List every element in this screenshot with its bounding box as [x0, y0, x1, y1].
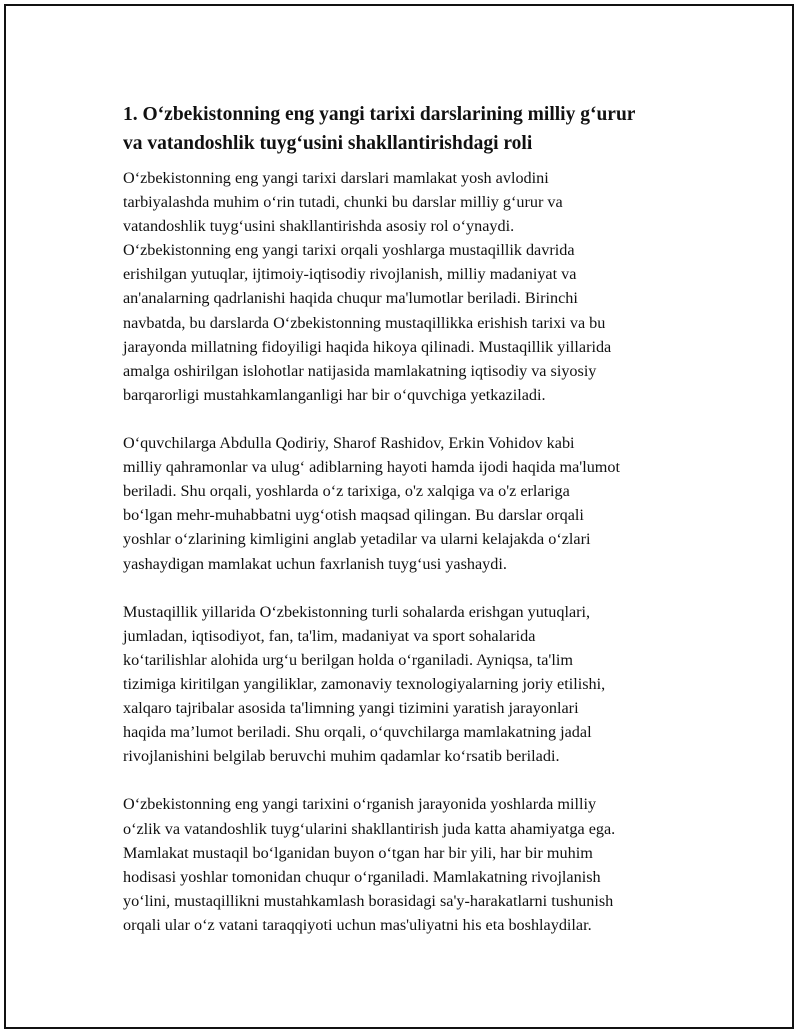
paragraph-4 — [123, 792, 693, 937]
text-line: rivojlanishini belgilab beruvchi muhim qadamlar ko‘rsatib beriladi. — [123, 747, 560, 766]
document-body — [123, 100, 693, 961]
text-line: an'analarning qadrlanishi haqida chuqur ma'lumotlar beriladi. Birinchi — [123, 289, 578, 308]
text-line: o‘zlik va vatandoshlik tuyg‘ularini shakllantirish juda katta ahamiyatga ega. — [123, 819, 616, 838]
paragraph-1 — [123, 166, 693, 407]
text-line: Mustaqillik yillarida O‘zbekistonning turli sohalarda erishgan yutuqlari, — [123, 602, 591, 621]
text-line: O‘zbekistonning eng yangi tarixi orqali yoshlarga mustaqillik davrida — [123, 241, 575, 260]
paragraph-3 — [123, 600, 693, 769]
heading-line: va vatandoshlik tuyg‘usini shakllantirishdagi roli — [123, 133, 533, 154]
paragraph-2 — [123, 431, 693, 576]
text-line: xalqaro tajribalar asosida ta'limning yangi tizimini yaratish jarayonlari — [123, 699, 579, 718]
text-line: barqarorligi mustahkamlanganligi har bir o‘quvchiga yetkaziladi. — [123, 385, 546, 404]
text-line: O‘quvchilarga Abdulla Qodiriy, Sharof Rashidov, Erkin Vohidov kabi — [123, 434, 575, 453]
text-line: amalga oshirilgan islohotlar natijasida mamlakatning iqtisodiy va siyosiy — [123, 361, 597, 380]
text-line: jumladan, iqtisodiyot, fan, ta'lim, madaniyat va sport sohalarida — [123, 626, 536, 645]
section-heading — [123, 100, 693, 158]
text-line: tarbiyalashda muhim o‘rin tutadi, chunki bu darslar milliy g‘urur va — [123, 193, 563, 212]
text-line: bo‘lgan mehr-muhabbatni uyg‘otish maqsad qilingan. Bu darslar orqali — [123, 506, 584, 525]
text-line: ko‘tarilishlar alohida urg‘u berilgan holda o‘rganiladi. Ayniqsa, ta'lim — [123, 650, 573, 669]
text-line: navbatda, bu darslarda O‘zbekistonning mustaqillikka erishish tarixi va bu — [123, 313, 606, 332]
text-line: milliy qahramonlar va ulug‘ adiblarning hayoti hamda ijodi haqida ma'lumot — [123, 458, 620, 477]
text-line: O‘zbekistonning eng yangi tarixi darslari mamlakat yosh avlodini — [123, 169, 549, 187]
text-line: hodisasi yoshlar tomonidan chuqur o‘rganiladi. Mamlakatning rivojlanish — [123, 867, 601, 886]
page-frame — [4, 4, 794, 1029]
text-line: vatandoshlik tuyg‘usini shakllantirishda asosiy rol o‘ynaydi. — [123, 217, 515, 236]
text-line: yoshlar o‘zlarining kimligini anglab yetadilar va ularni kelajakda o‘zlari — [123, 530, 591, 549]
text-line: yashaydigan mamlakat uchun faxrlanish tuyg‘usi yashaydi. — [123, 554, 507, 573]
text-line: O‘zbekistonning eng yangi tarixini o‘rganish jarayonida yoshlarda milliy — [123, 795, 597, 814]
text-line: tizimiga kiritilgan yangiliklar, zamonaviy texnologiyalarning joriy etilishi, — [123, 674, 606, 693]
text-line: erishilgan yutuqlar, ijtimoiy-iqtisodiy rivojlanish, milliy madaniyat va — [123, 265, 577, 284]
heading-line: 1. O‘zbekistonning eng yangi tarixi darslarining milliy g‘urur — [123, 104, 636, 125]
text-line: yo‘lini, mustaqillikni mustahkamlash borasidagi sa'y-harakatlarni tushunish — [123, 891, 614, 910]
text-line: jarayonda millatning fidoyiligi haqida hikoya qilinadi. Mustaqillik yillarida — [123, 337, 612, 356]
text-line: orqali ular o‘z vatani taraqqiyoti uchun mas'uliyatni his eta boshlaydilar. — [123, 915, 592, 934]
text-line: haqida ma’lumot beriladi. Shu orqali, o‘quvchilarga mamlakatning jadal — [123, 723, 592, 742]
text-line: beriladi. Shu orqali, yoshlarda o‘z tarixiga, o'z xalqiga va o'z erlariga — [123, 482, 570, 501]
text-line: Mamlakat mustaqil bo‘lganidan buyon o‘tgan har bir yili, har bir muhim — [123, 843, 593, 862]
